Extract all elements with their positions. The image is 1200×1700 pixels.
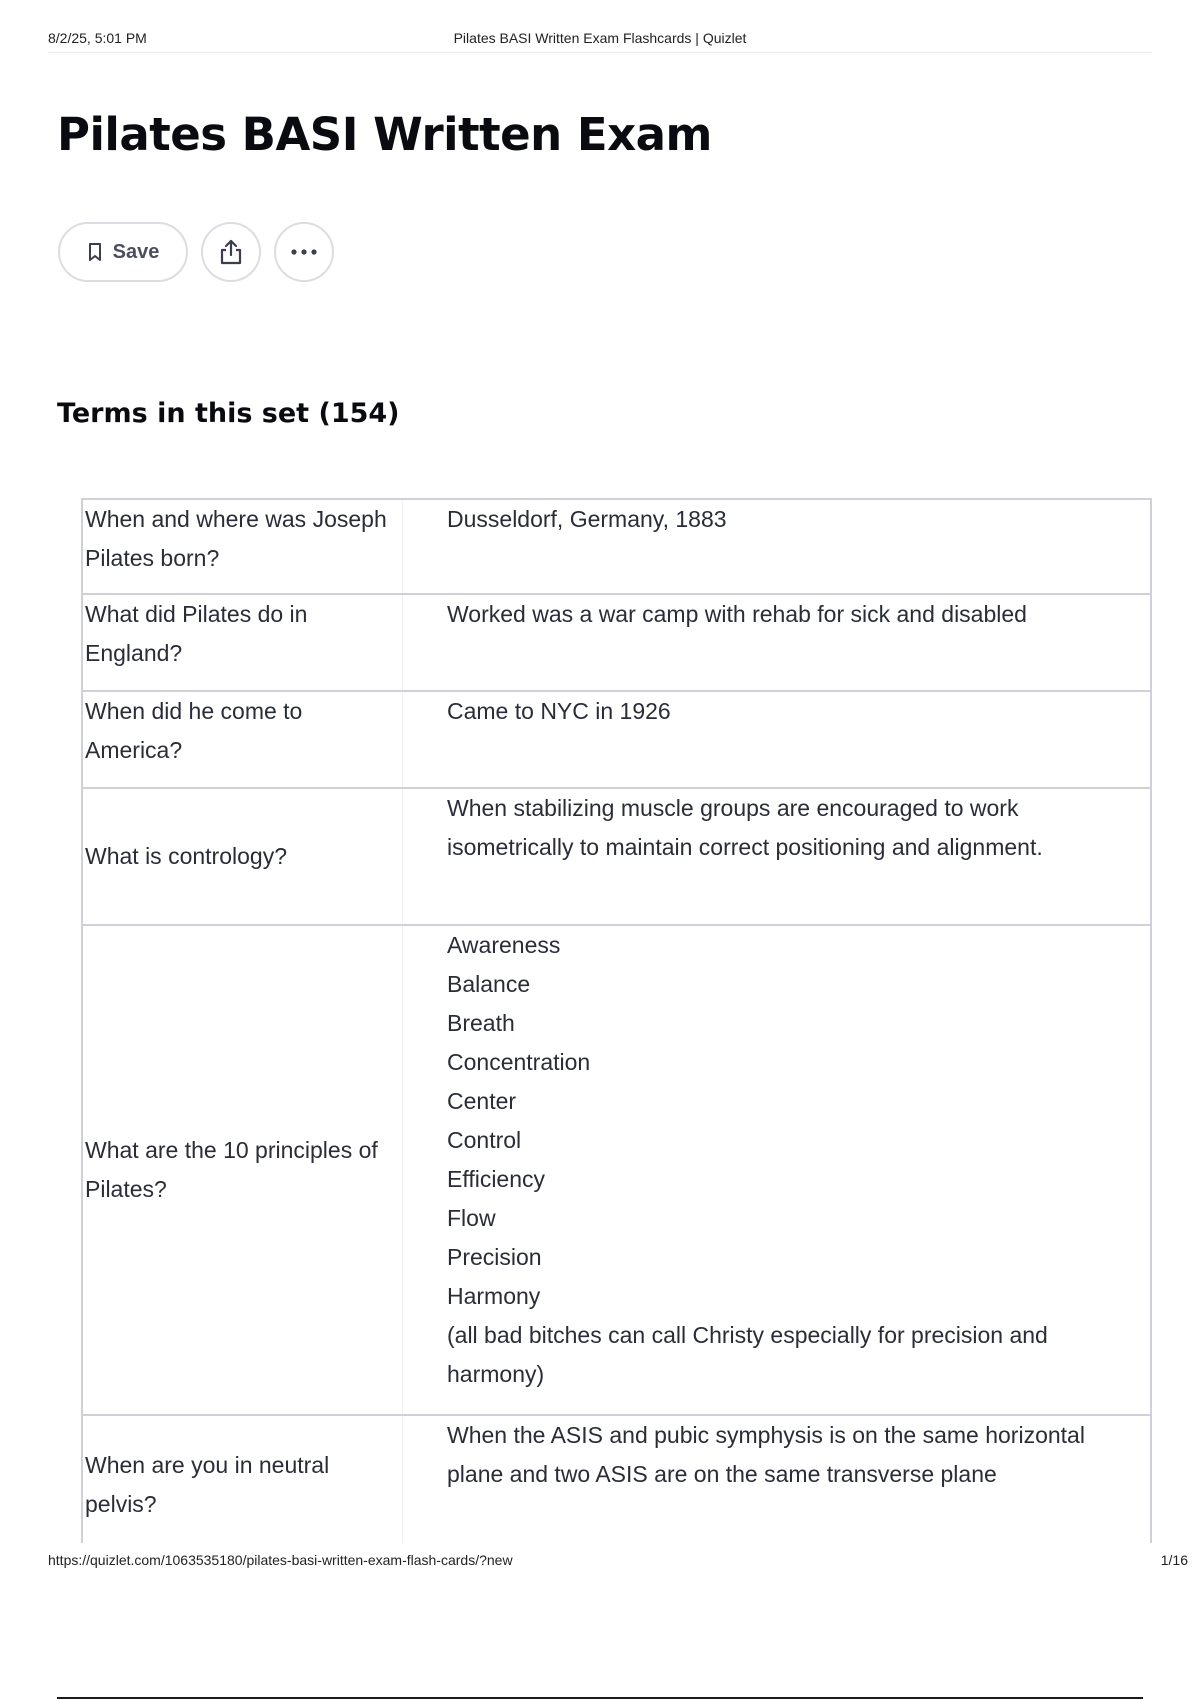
definition-line: Flow bbox=[447, 1205, 496, 1231]
term-word: What are the 10 principles of Pilates? bbox=[83, 926, 403, 1414]
definition-line: Came to NYC in 1926 bbox=[447, 698, 671, 724]
print-date: 8/2/25, 5:01 PM bbox=[48, 30, 147, 46]
term-definition bbox=[403, 1416, 1150, 1543]
term-row bbox=[81, 498, 1152, 595]
term-word: What did Pilates do in England? bbox=[83, 595, 403, 690]
term-row bbox=[81, 595, 1152, 692]
share-icon bbox=[218, 238, 244, 266]
definition-line: Control bbox=[447, 1127, 522, 1153]
term-word: When are you in neutral pelvis? bbox=[83, 1416, 403, 1543]
definition-line: Concentration bbox=[447, 1049, 591, 1075]
save-button[interactable] bbox=[58, 222, 188, 282]
term-row bbox=[81, 1416, 1152, 1543]
definition-line: Center bbox=[447, 1088, 517, 1114]
terms-section-title: Terms in this set (154) bbox=[57, 398, 400, 429]
definition-line: When stabilizing muscle groups are encouraged to work isometrically to maintain correct positioning and alignment. bbox=[447, 795, 1043, 860]
term-word: What is contrology? bbox=[83, 789, 403, 924]
share-button[interactable] bbox=[201, 222, 261, 282]
term-row bbox=[81, 789, 1152, 926]
save-button-label: Save bbox=[112, 240, 160, 263]
definition-line: Awareness bbox=[447, 932, 561, 958]
definition-line: Precision bbox=[447, 1244, 542, 1270]
terms-list bbox=[81, 498, 1152, 1543]
print-document-title: Pilates BASI Written Exam Flashcards | Quizlet bbox=[453, 30, 747, 46]
term-definition bbox=[403, 500, 1150, 593]
page-divider bbox=[57, 1697, 1143, 1699]
term-definition bbox=[403, 692, 1150, 787]
definition-line: (all bad bitches can call Christy especially for precision and harmony) bbox=[447, 1322, 1048, 1387]
term-word: When did he come to America? bbox=[83, 692, 403, 787]
definition-line: Breath bbox=[447, 1010, 515, 1036]
page-title: Pilates BASI Written Exam bbox=[57, 108, 712, 161]
print-header bbox=[48, 30, 1152, 53]
term-definition bbox=[403, 595, 1150, 690]
bookmark-icon bbox=[87, 242, 103, 262]
page-number: 1/16 bbox=[1160, 1552, 1188, 1568]
definition-line: Dusseldorf, Germany, 1883 bbox=[447, 506, 727, 532]
definition-line: Balance bbox=[447, 971, 531, 997]
print-url: https://quizlet.com/1063535180/pilates-basi-written-exam-flash-cards/?new bbox=[48, 1552, 513, 1568]
definition-line: When the ASIS and pubic symphysis is on the same horizontal plane and two ASIS are on the same transverse plane bbox=[447, 1422, 1085, 1487]
term-definition bbox=[403, 789, 1150, 924]
definition-line: Efficiency bbox=[447, 1166, 546, 1192]
more-horizontal-icon bbox=[290, 248, 318, 256]
term-row bbox=[81, 926, 1152, 1416]
definition-line: Worked was a war camp with rehab for sick and disabled bbox=[447, 601, 1027, 627]
term-definition bbox=[403, 926, 1150, 1414]
definition-line: Harmony bbox=[447, 1283, 541, 1309]
term-word: When and where was Joseph Pilates born? bbox=[83, 500, 403, 593]
more-options-button[interactable] bbox=[274, 222, 334, 282]
term-row bbox=[81, 692, 1152, 789]
action-bar bbox=[58, 222, 334, 282]
